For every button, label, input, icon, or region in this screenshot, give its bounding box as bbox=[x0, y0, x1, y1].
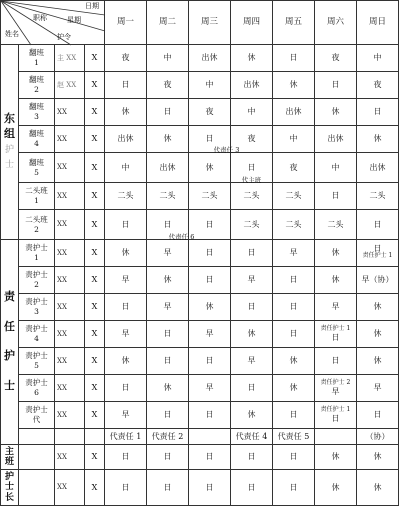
shift-cell: 日 bbox=[273, 445, 315, 470]
shift-cell: 中 bbox=[273, 126, 315, 153]
nurse-title: 主 XX bbox=[55, 45, 85, 72]
shift-cell: 夜 bbox=[105, 45, 147, 72]
shift-cell: 二头 bbox=[231, 183, 273, 210]
nurse-order: X bbox=[85, 240, 105, 267]
day-header: 周二 bbox=[147, 1, 189, 45]
shift-cell: 二头 bbox=[147, 183, 189, 210]
shift-cell: 休 bbox=[147, 126, 189, 153]
shift-cell: 日 bbox=[105, 294, 147, 321]
group-char: 组 bbox=[4, 127, 15, 141]
shift-cell: 日 bbox=[189, 470, 231, 506]
nurse-name: 责护士 6 bbox=[19, 375, 55, 402]
nurse-title: XX bbox=[55, 348, 85, 375]
shift-cell: 日 bbox=[189, 348, 231, 375]
shift-cell: 休 bbox=[315, 99, 357, 126]
substitution-cell: 代责任 1 bbox=[105, 429, 147, 445]
nurse-name: 责护士 3 bbox=[19, 294, 55, 321]
shift-cell: 日 bbox=[231, 240, 273, 267]
nurse-title: XX bbox=[55, 153, 85, 183]
shift-cell: 日 bbox=[105, 72, 147, 99]
shift-cell: 日 bbox=[273, 402, 315, 429]
shift-cell: 日 bbox=[105, 445, 147, 470]
nurse-order: X bbox=[85, 126, 105, 153]
shift-cell: 日 bbox=[273, 45, 315, 72]
group-label-head: 护 士 长 bbox=[1, 470, 19, 506]
shift-cell: 日 bbox=[189, 267, 231, 294]
blank-cell bbox=[85, 429, 105, 445]
shift-cell: 出休 bbox=[273, 99, 315, 126]
shift-cell: 休 bbox=[189, 153, 231, 183]
nurse-title: XX bbox=[55, 126, 85, 153]
shift-cell: 日 bbox=[189, 210, 231, 240]
shift-cell: 休 bbox=[357, 445, 399, 470]
nurse-order: X bbox=[85, 183, 105, 210]
shift-cell: 休 bbox=[357, 470, 399, 506]
header-row bbox=[1, 1, 399, 45]
nurse-name: 责护士 代 bbox=[19, 402, 55, 429]
shift-cell: 中 bbox=[231, 99, 273, 126]
shift-cell: 日 bbox=[231, 294, 273, 321]
row-note: 代责任 3 bbox=[213, 145, 240, 154]
nurse-order: X bbox=[85, 72, 105, 99]
shift-cell: 日 代责任 3 bbox=[189, 126, 231, 153]
nurse-order: X bbox=[85, 45, 105, 72]
shift-cell: 出休 bbox=[147, 153, 189, 183]
shift-cell: 休 bbox=[231, 45, 273, 72]
nurse-title: XX bbox=[55, 402, 85, 429]
shift-cell: 二头 bbox=[273, 183, 315, 210]
shift-cell: 休 bbox=[357, 348, 399, 375]
day-header: 周三 bbox=[189, 1, 231, 45]
shift-cell: 早 bbox=[357, 375, 399, 402]
shift-cell: 日 代主班 bbox=[231, 153, 273, 183]
shift-cell: 日 bbox=[105, 470, 147, 506]
row-note: 代主班 bbox=[241, 175, 262, 184]
shift-cell: 早 bbox=[147, 294, 189, 321]
substitution-row bbox=[1, 429, 399, 445]
shift-cell: 责任护士 1 日 bbox=[315, 402, 357, 429]
shift-cell: 二头 bbox=[231, 210, 273, 240]
shift-cell: 日 代责任 6 bbox=[147, 210, 189, 240]
nurse-title: XX bbox=[55, 99, 85, 126]
shift-cell: 夜 bbox=[315, 45, 357, 72]
nurse-name: 翻班 2 bbox=[19, 72, 55, 99]
substitution-cell bbox=[315, 429, 357, 445]
row-note: 代责任 6 bbox=[168, 232, 195, 241]
shift-cell: 出休 bbox=[315, 126, 357, 153]
shift-cell: 休 bbox=[273, 375, 315, 402]
shift-cell: 日 bbox=[315, 348, 357, 375]
shift-cell: 日 bbox=[147, 99, 189, 126]
group-char: 护 bbox=[4, 349, 15, 363]
shift-cell: 休 bbox=[315, 445, 357, 470]
head-nurse-row bbox=[1, 470, 399, 506]
shift-cell: 日 bbox=[147, 445, 189, 470]
shift-cell: 日 bbox=[357, 99, 399, 126]
row-note: 责任护士 1 bbox=[362, 252, 393, 260]
shift-cell: 休 bbox=[189, 294, 231, 321]
nurse-order: X bbox=[85, 210, 105, 240]
shift-cell: 中 bbox=[147, 45, 189, 72]
shift-cell: 夜 bbox=[189, 99, 231, 126]
shift-cell: 休 bbox=[357, 294, 399, 321]
nurse-order: X bbox=[85, 99, 105, 126]
shift-cell: 二头 bbox=[315, 210, 357, 240]
shift-cell: 休 bbox=[231, 402, 273, 429]
blank-cell bbox=[19, 445, 55, 470]
group-char: 东 bbox=[4, 112, 15, 126]
day-header: 周日 bbox=[357, 1, 399, 45]
nurse-title: XX bbox=[55, 240, 85, 267]
nurse-title: XX bbox=[55, 210, 85, 240]
shift-cell: 日 责任护士 1 bbox=[357, 240, 399, 267]
shift-cell: 日 bbox=[105, 375, 147, 402]
shift-cell: 早 bbox=[315, 294, 357, 321]
shift-cell: 休 bbox=[105, 99, 147, 126]
substitution-cell: 代责任 5 bbox=[273, 429, 315, 445]
group-label-main: 主 班 bbox=[1, 445, 19, 470]
shift-cell: 中 bbox=[189, 72, 231, 99]
shift-cell: 二头 bbox=[189, 183, 231, 210]
shift-cell: 日 bbox=[273, 294, 315, 321]
shift-cell: 早 bbox=[189, 321, 231, 348]
nurse-name: 翻班 5 bbox=[19, 153, 55, 183]
shift-cell: 日 bbox=[273, 321, 315, 348]
shift-cell: 二头 bbox=[357, 183, 399, 210]
substitution-cell bbox=[189, 429, 231, 445]
corner-title-label: 职称 bbox=[33, 14, 47, 22]
shift-cell: 日 bbox=[357, 210, 399, 240]
shift-cell: 日 bbox=[273, 470, 315, 506]
shift-cell: 休 bbox=[315, 267, 357, 294]
shift-cell: 早 bbox=[189, 375, 231, 402]
substitution-cell: 代责任 2 bbox=[147, 429, 189, 445]
shift-cell: 日 bbox=[147, 470, 189, 506]
group-char: 责 bbox=[4, 290, 15, 304]
shift-cell: 二头 bbox=[273, 210, 315, 240]
nurse-order: X bbox=[85, 321, 105, 348]
shift-cell: 出休 bbox=[231, 72, 273, 99]
nurse-title: XX bbox=[55, 321, 85, 348]
shift-cell: 日 bbox=[231, 470, 273, 506]
shift-cell: 出休 bbox=[357, 153, 399, 183]
nurse-title: XX bbox=[55, 470, 85, 506]
nurse-name: 责护士 5 bbox=[19, 348, 55, 375]
shift-cell: 早 bbox=[231, 267, 273, 294]
shift-cell: 夜 bbox=[357, 72, 399, 99]
shift-cell: 夜 bbox=[231, 126, 273, 153]
shift-cell: 早 bbox=[105, 321, 147, 348]
nurse-order: X bbox=[85, 153, 105, 183]
nurse-name: 翻班 3 bbox=[19, 99, 55, 126]
shift-cell: 早 bbox=[105, 402, 147, 429]
nurse-order: X bbox=[85, 445, 105, 470]
shift-cell: 日 bbox=[231, 445, 273, 470]
group-label-responsible bbox=[1, 240, 19, 445]
shift-cell: 日 bbox=[189, 240, 231, 267]
substitution-cell: （协） bbox=[357, 429, 399, 445]
shift-cell: 早 bbox=[105, 267, 147, 294]
shift-cell: 夜 bbox=[147, 72, 189, 99]
nurse-order: X bbox=[85, 402, 105, 429]
shift-cell: 休 bbox=[105, 240, 147, 267]
nurse-title: XX bbox=[55, 267, 85, 294]
shift-cell: 日 bbox=[189, 402, 231, 429]
nurse-title: XX bbox=[55, 445, 85, 470]
shift-cell: 休 bbox=[315, 240, 357, 267]
east-group bbox=[1, 45, 399, 240]
shift-cell: 日 bbox=[231, 375, 273, 402]
nurse-order: X bbox=[85, 470, 105, 506]
corner-order-label: 护令 bbox=[57, 33, 71, 41]
shift-cell: 休 bbox=[315, 470, 357, 506]
day-header: 周一 bbox=[105, 1, 147, 45]
shift-cell: 休 bbox=[357, 126, 399, 153]
nurse-name: 翻班 1 bbox=[19, 45, 55, 72]
shift-cell: 出休 bbox=[189, 45, 231, 72]
nurse-name: 责护士 2 bbox=[19, 267, 55, 294]
shift-cell: 夜 bbox=[273, 153, 315, 183]
group-char: 士 bbox=[4, 379, 15, 393]
shift-cell: 日 bbox=[147, 348, 189, 375]
shift-cell: 早 bbox=[147, 240, 189, 267]
shift-cell: 早 bbox=[273, 240, 315, 267]
shift-cell: 休 bbox=[147, 375, 189, 402]
row-note: 责任护士 2 bbox=[320, 379, 351, 387]
shift-cell: 早 bbox=[231, 348, 273, 375]
nurse-title: 赵 XX bbox=[55, 72, 85, 99]
group-char: 任 bbox=[4, 319, 15, 333]
group-char: 护 bbox=[4, 145, 14, 155]
shift-cell: 日 bbox=[105, 210, 147, 240]
nurse-order: X bbox=[85, 348, 105, 375]
shift-cell: 中 bbox=[105, 153, 147, 183]
nurse-order: X bbox=[85, 375, 105, 402]
shift-cell: 日 bbox=[315, 72, 357, 99]
group-char: 士 bbox=[4, 159, 14, 170]
nurse-name: 责护士 1 bbox=[19, 240, 55, 267]
header-corner bbox=[1, 1, 105, 45]
day-header: 周四 bbox=[231, 1, 273, 45]
shift-cell: 日 bbox=[147, 321, 189, 348]
shift-cell: 责任护士 1 日 bbox=[315, 321, 357, 348]
corner-name-label: 姓名 bbox=[5, 30, 19, 38]
nurse-name: 责护士 4 bbox=[19, 321, 55, 348]
day-header: 周六 bbox=[315, 1, 357, 45]
shift-cell: 休 bbox=[147, 267, 189, 294]
blank-cell bbox=[19, 470, 55, 506]
nurse-order: X bbox=[85, 294, 105, 321]
shift-cell: 日 bbox=[357, 402, 399, 429]
main-shift-row bbox=[1, 445, 399, 470]
day-header: 周五 bbox=[273, 1, 315, 45]
shift-cell: 休 bbox=[273, 348, 315, 375]
shift-cell: 休 bbox=[273, 72, 315, 99]
substitution-cell: 代责任 4 bbox=[231, 429, 273, 445]
blank-cell bbox=[55, 429, 85, 445]
shift-cell: 出休 bbox=[105, 126, 147, 153]
corner-week-label: 星期 bbox=[67, 16, 81, 24]
nurse-title: XX bbox=[55, 375, 85, 402]
shift-cell: 日 bbox=[273, 267, 315, 294]
responsible-group bbox=[1, 240, 399, 445]
nurse-name: 二头班 1 bbox=[19, 183, 55, 210]
shift-cell: 早（协） bbox=[357, 267, 399, 294]
shift-cell: 休 bbox=[231, 321, 273, 348]
shift-cell: 日 bbox=[189, 445, 231, 470]
shift-cell: 日 bbox=[147, 402, 189, 429]
nurse-name: 翻班 4 bbox=[19, 126, 55, 153]
group-label-east bbox=[1, 45, 19, 240]
nurse-name: 二头班 2 bbox=[19, 210, 55, 240]
shift-cell: 责任护士 2 早 bbox=[315, 375, 357, 402]
shift-cell: 二头 bbox=[105, 183, 147, 210]
corner-date-label: 日期 bbox=[85, 2, 99, 10]
shift-cell: 休 bbox=[357, 321, 399, 348]
shift-cell: 中 bbox=[315, 153, 357, 183]
shift-cell: 日 bbox=[315, 183, 357, 210]
nurse-title: XX bbox=[55, 183, 85, 210]
shift-cell: 休 bbox=[105, 348, 147, 375]
blank-cell bbox=[19, 429, 55, 445]
row-note: 责任护士 1 bbox=[320, 406, 351, 414]
shift-cell: 中 bbox=[357, 45, 399, 72]
nurse-order: X bbox=[85, 267, 105, 294]
row-note: 责任护士 1 bbox=[320, 325, 351, 333]
nurse-title: XX bbox=[55, 294, 85, 321]
